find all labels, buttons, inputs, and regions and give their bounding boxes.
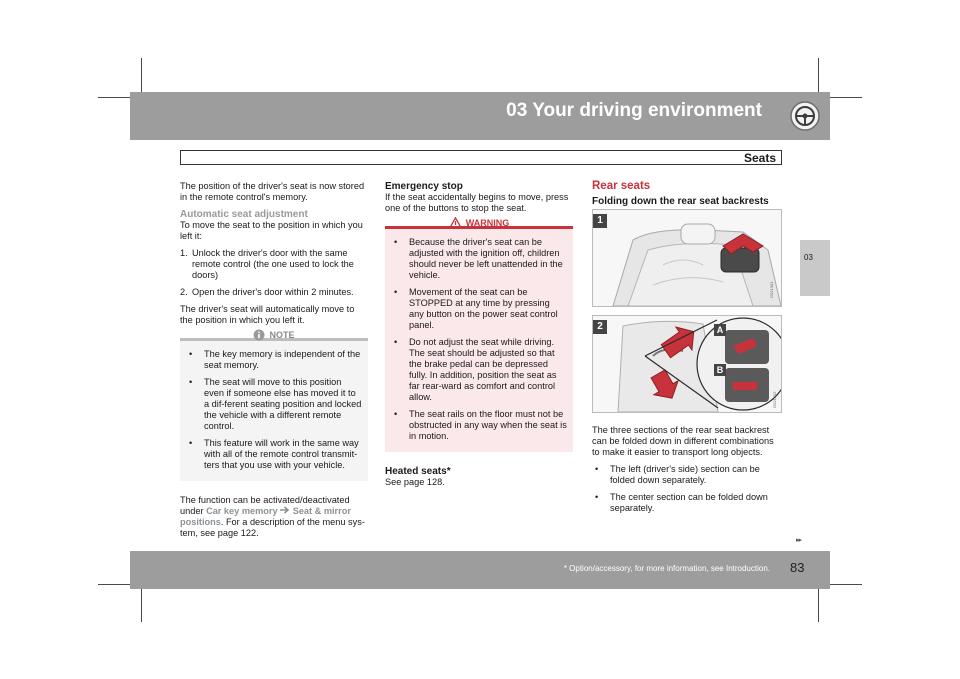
middle-column: [385, 181, 573, 494]
note-item-text: The key memory is independent of the seat memory.: [204, 349, 361, 370]
chapter-tab: [800, 240, 830, 296]
rear-seats-heading: Rear seats: [592, 180, 651, 192]
folding-item-text: The center section can be folded down separately.: [610, 492, 768, 513]
backrest-release-illustration: [593, 316, 781, 412]
auto-adjust-result: The driver's seat will automatically move to the position in which you left it.: [180, 304, 355, 325]
note-label: NOTE: [269, 329, 295, 340]
section-title: Seats: [743, 151, 776, 165]
activation-text: [180, 495, 368, 539]
list-item: [391, 337, 567, 403]
header-band: [130, 92, 780, 140]
figure-code: G021302: [772, 391, 777, 408]
page-number: 83: [790, 560, 805, 575]
continue-marker: ▸▸: [796, 537, 802, 544]
warning-label-row: [391, 217, 567, 229]
heated-seats-heading: Heated seats*: [385, 466, 451, 477]
chapter-icon-tile: [780, 92, 830, 140]
emergency-heading: Emergency stop: [385, 181, 463, 192]
warning-list: [391, 237, 567, 442]
list-item: [391, 237, 567, 281]
section-header: [180, 150, 782, 165]
list-item: [391, 409, 567, 442]
warning-item-text: Do not adjust the seat while driving. The seat should be adjusted so that the brake pedal can be depressed fully. In addition, position the seat as far rear-ward as comfort and control allow.: [409, 337, 557, 402]
warning-triangle-icon: [449, 217, 462, 229]
figure-number: 2: [593, 320, 607, 334]
menu-path-car-key-memory: Car key memory: [206, 506, 278, 516]
footnote: * Option/accessory, for more information, see Introduction.: [563, 564, 770, 573]
folding-item-text: The left (driver's side) section can be folded down separately.: [610, 464, 760, 485]
list-item: [391, 287, 567, 331]
info-circle-icon: [253, 329, 265, 341]
bullet: •: [189, 377, 193, 387]
list-item: [186, 377, 362, 432]
menu-path-seat-mirror: Seat & mirror positions: [180, 506, 351, 527]
bullet: •: [189, 349, 193, 359]
warning-item-text: The seat rails on the floor must not be obstructed in any way when the seat is in motion.: [409, 409, 567, 441]
label-b: B: [716, 365, 724, 375]
left-column: [180, 181, 368, 545]
list-item: [592, 464, 782, 486]
bullet: •: [189, 438, 193, 448]
note-item-text: The seat will move to this position even if someone else has moved it to a dif-ferent seating position and locked the vehicle with a different remote control.: [204, 377, 362, 431]
figure-1: [592, 209, 782, 307]
warning-box: [385, 217, 573, 452]
step-text: Open the driver's door within 2 minutes.: [192, 287, 354, 297]
label-a: A: [716, 325, 724, 335]
steering-wheel-icon: [780, 92, 830, 140]
figure-2: [592, 315, 782, 413]
list-item: [592, 492, 782, 514]
note-item-text: This feature will work in the same way with all of the remote control transmit-ters that you use with your vehicle.: [204, 438, 359, 470]
heated-seats-text: See page 128.: [385, 477, 445, 487]
bullet: •: [394, 337, 398, 347]
figure-code: G021301: [769, 281, 774, 298]
emergency-text: If the seat accidentally begins to move, press one of the buttons to stop the seat.: [385, 192, 569, 213]
bullet: •: [394, 287, 398, 297]
footer-band: [130, 551, 780, 589]
step-text: Unlock the driver's door with the same remote control (the one used to lock the doors): [192, 248, 354, 280]
bullet: •: [394, 409, 398, 419]
note-label-row: [186, 329, 362, 341]
rear-seat-illustration: [593, 210, 781, 306]
auto-adjust-heading: Automatic seat adjustment: [180, 209, 308, 220]
bullet: •: [595, 492, 599, 502]
folding-heading: Folding down the rear seat backrests: [592, 196, 769, 207]
arrow-right-icon: [280, 506, 290, 514]
activation-pre: The function can be activated/deactivated under: [180, 495, 350, 516]
steps-list: [180, 248, 368, 298]
note-box: [180, 329, 368, 481]
step-number: 1.: [180, 248, 188, 258]
figure-number: 1: [593, 214, 607, 228]
folding-text: The three sections of the rear seat backrest can be folded down in different combinations to make it easier to transport long objects.: [592, 425, 774, 457]
warning-label: WARNING: [465, 217, 510, 228]
bullet: •: [394, 237, 398, 247]
list-item: [186, 438, 362, 471]
warning-item-text: Movement of the seat can be STOPPED at any time by pressing any button on the power seat control panel.: [409, 287, 558, 330]
folding-list: [592, 464, 782, 514]
activation-post: . For a description of the menu sys-tem, see page 122.: [180, 517, 365, 538]
bullet: •: [595, 464, 599, 474]
step-number: 2.: [180, 287, 188, 297]
chapter-tab-label: 03: [804, 253, 813, 262]
right-column: [592, 181, 782, 520]
page-number-tile: [780, 551, 830, 589]
warning-item-text: Because the driver's seat can be adjusted with the ignition off, children should never be left unattended in the vehicle.: [409, 237, 563, 280]
list-item: [186, 349, 362, 371]
list-item: [180, 287, 368, 298]
chapter-title: 03 Your driving environment: [506, 100, 762, 121]
note-list: [186, 349, 362, 471]
list-item: [180, 248, 368, 281]
auto-adjust-intro: To move the seat to the position in which you left it:: [180, 220, 363, 241]
intro-text: The position of the driver's seat is now stored in the remote control's memory.: [180, 181, 365, 202]
